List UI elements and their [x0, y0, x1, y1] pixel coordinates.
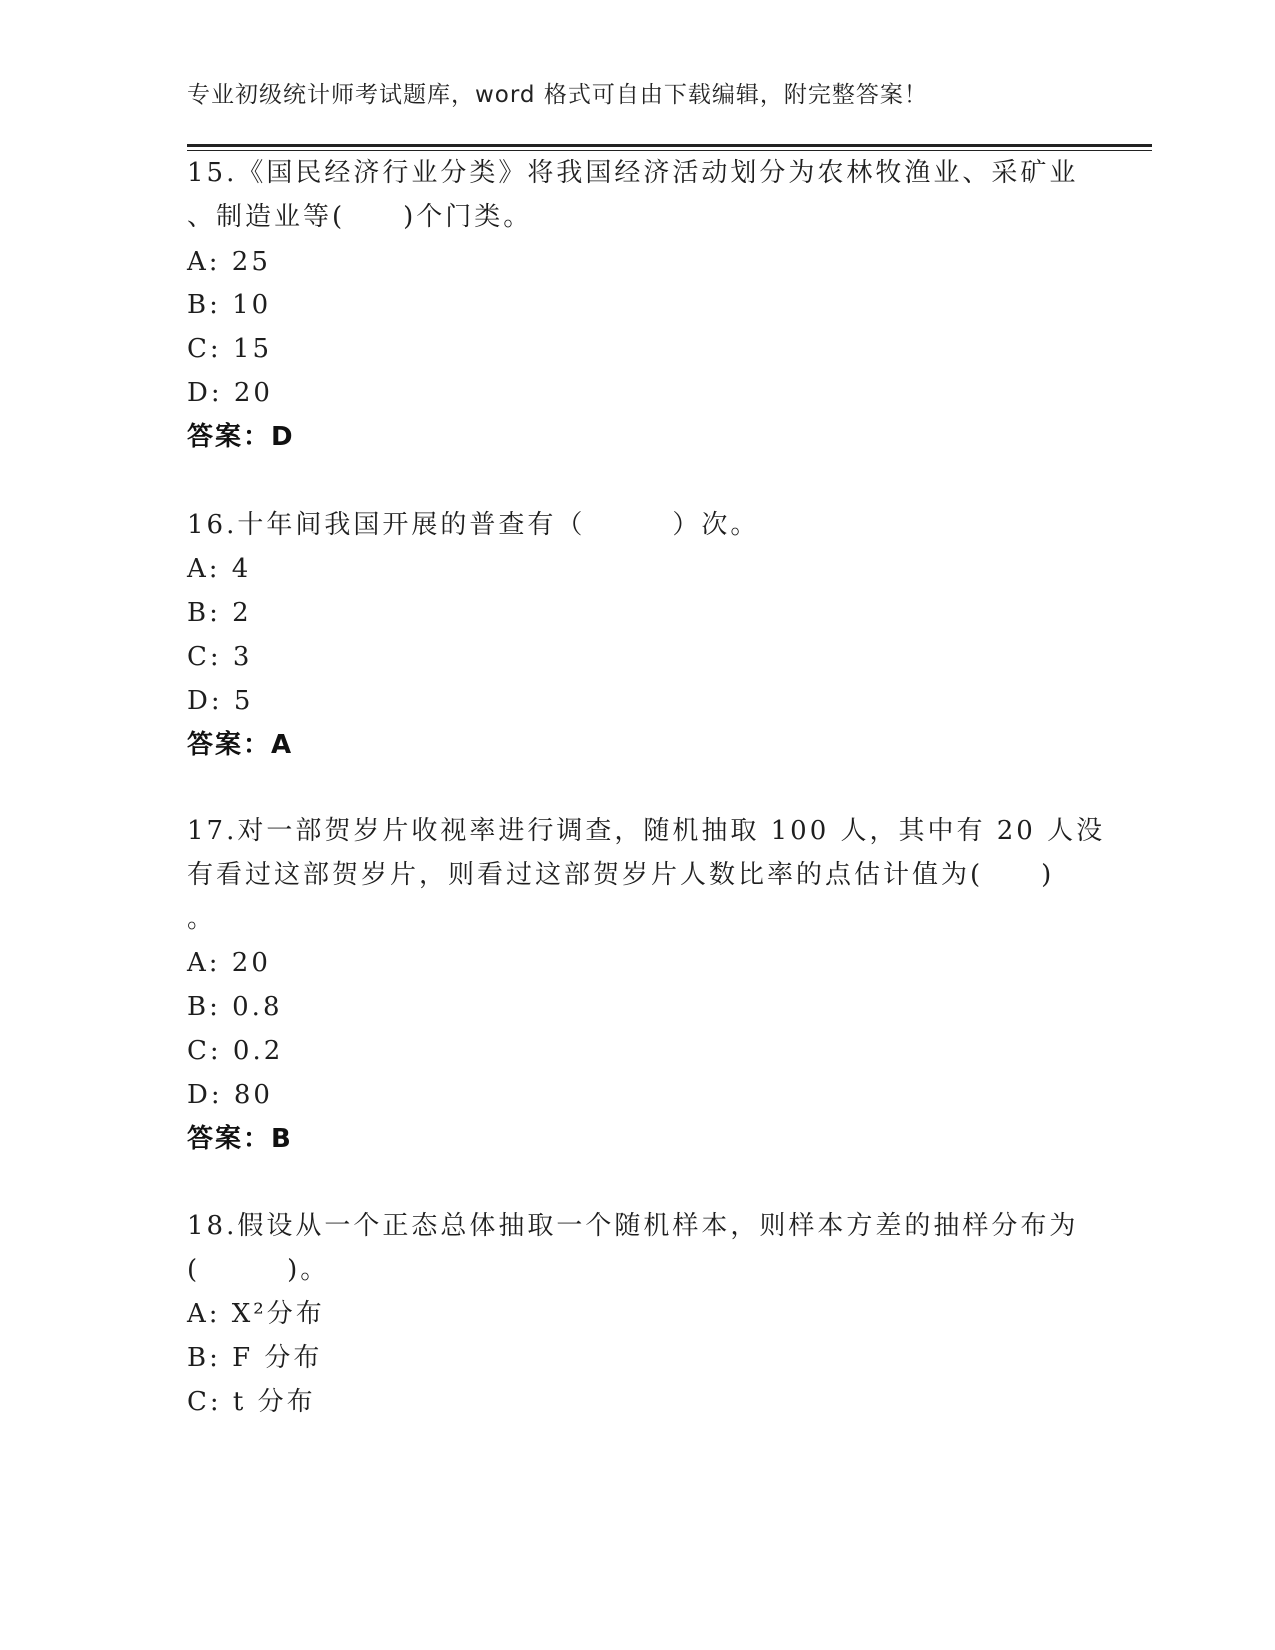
- option-b: B: F 分布: [187, 1343, 323, 1373]
- header-note: 专业初级统计师考试题库，word 格式可自由下载编辑，附完整答案！: [187, 82, 928, 108]
- header-divider-thin: [187, 150, 1152, 151]
- option-a: A: 20: [187, 948, 271, 978]
- answer-line: 答案：B: [187, 1124, 293, 1154]
- question-stem-line: 有看过这部贺岁片，则看过这部贺岁片人数比率的点估计值为( ): [187, 860, 1055, 890]
- option-b: B: 0.8: [187, 992, 283, 1022]
- header-divider-thick: [187, 144, 1152, 147]
- option-c: C: 0.2: [187, 1036, 284, 1066]
- option-a: A: X²分布: [187, 1299, 325, 1329]
- answer-line: 答案：D: [187, 422, 295, 452]
- option-d: D: 20: [187, 378, 273, 408]
- question-stem-line: 18.假设从一个正态总体抽取一个随机样本，则样本方差的抽样分布为: [187, 1211, 1079, 1241]
- option-d: D: 5: [187, 686, 254, 716]
- question-stem-line: 、制造业等( )个门类。: [187, 202, 533, 232]
- question-stem-line: 15.《国民经济行业分类》将我国经济活动划分为农林牧渔业、采矿业: [187, 158, 1079, 188]
- option-c: C: t 分布: [187, 1387, 316, 1417]
- option-a: A: 4: [187, 554, 252, 584]
- answer-line: 答案：A: [187, 730, 294, 760]
- question-stem-line: ( )。: [187, 1255, 330, 1285]
- option-a: A: 25: [187, 247, 271, 277]
- question-stem-line: 16.十年间我国开展的普查有（ ）次。: [187, 510, 760, 540]
- option-b: B: 10: [187, 290, 272, 320]
- option-d: D: 80: [187, 1080, 273, 1110]
- option-c: C: 3: [187, 642, 253, 672]
- option-c: C: 15: [187, 334, 273, 364]
- question-stem-line: 。: [187, 904, 217, 934]
- option-b: B: 2: [187, 598, 252, 628]
- question-stem-line: 17.对一部贺岁片收视率进行调查，随机抽取 100 人，其中有 20 人没: [187, 816, 1106, 846]
